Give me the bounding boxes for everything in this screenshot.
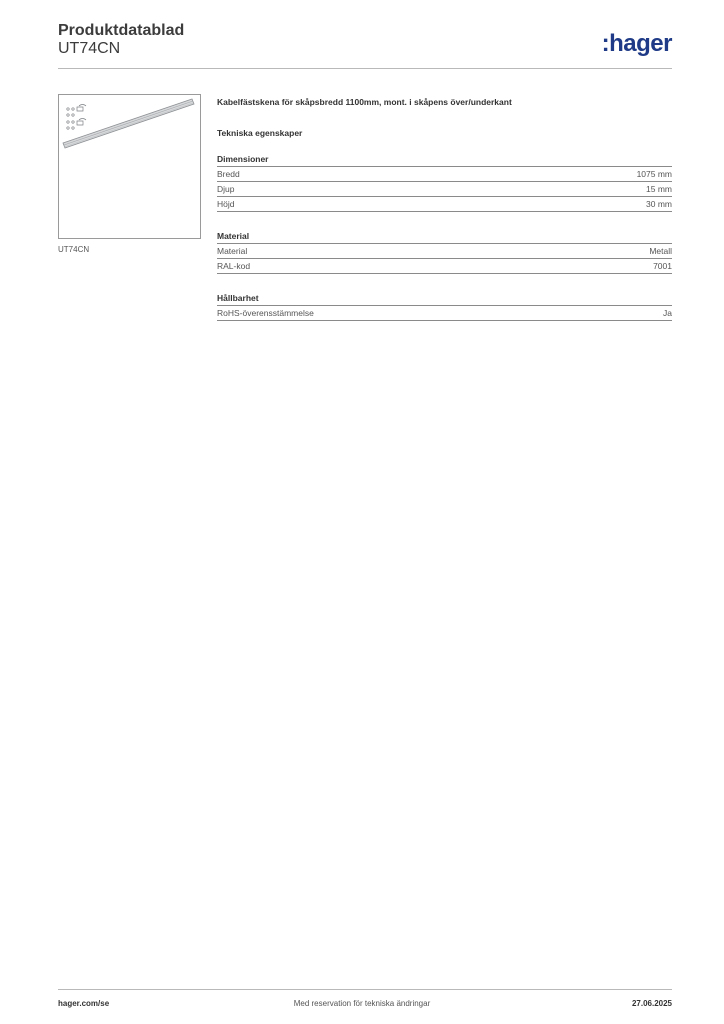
spec-row	[217, 197, 672, 212]
cable-rail-illustration	[59, 95, 200, 238]
footer-divider	[58, 989, 672, 990]
product-description: Kabelfästskena för skåpsbredd 1100mm, mont. i skåpens över/underkant	[217, 97, 512, 107]
spec-row	[217, 306, 672, 321]
footer-date: 27.06.2025	[631, 999, 672, 1008]
spec-row	[217, 182, 672, 197]
image-caption: UT74CN	[58, 245, 90, 254]
header-divider	[58, 68, 672, 69]
group-heading-sustainability: Hållbarhet	[217, 293, 672, 306]
spec-value: 7001	[653, 261, 672, 271]
page-title: Produktdatablad	[58, 22, 185, 39]
product-code: UT74CN	[58, 40, 121, 57]
product-image	[58, 94, 201, 239]
spec-label: Djup	[217, 184, 235, 194]
spec-section-heading: Tekniska egenskaper	[217, 128, 303, 138]
spec-label: RAL-kod	[217, 261, 251, 271]
spec-label: Höjd	[217, 199, 235, 209]
group-heading-material: Material	[217, 231, 672, 244]
footer-website: hager.com/se	[58, 999, 110, 1008]
hager-logo: :hager	[601, 30, 672, 57]
spec-row	[217, 167, 672, 182]
spec-value: 15 mm	[646, 184, 672, 194]
spec-value: 30 mm	[646, 199, 672, 209]
spec-label: Material	[217, 246, 248, 256]
spec-value: 1075 mm	[636, 169, 672, 179]
footer-notice: Med reservation för tekniska ändringar	[293, 999, 431, 1008]
group-heading-dimensions: Dimensioner	[217, 154, 672, 167]
spec-label: RoHS-överensstämmelse	[217, 308, 314, 318]
spec-value: Metall	[649, 246, 672, 256]
spec-content	[217, 97, 672, 321]
spec-row	[217, 259, 672, 274]
spec-row	[217, 244, 672, 259]
spec-value: Ja	[663, 308, 672, 318]
spec-label: Bredd	[217, 169, 240, 179]
